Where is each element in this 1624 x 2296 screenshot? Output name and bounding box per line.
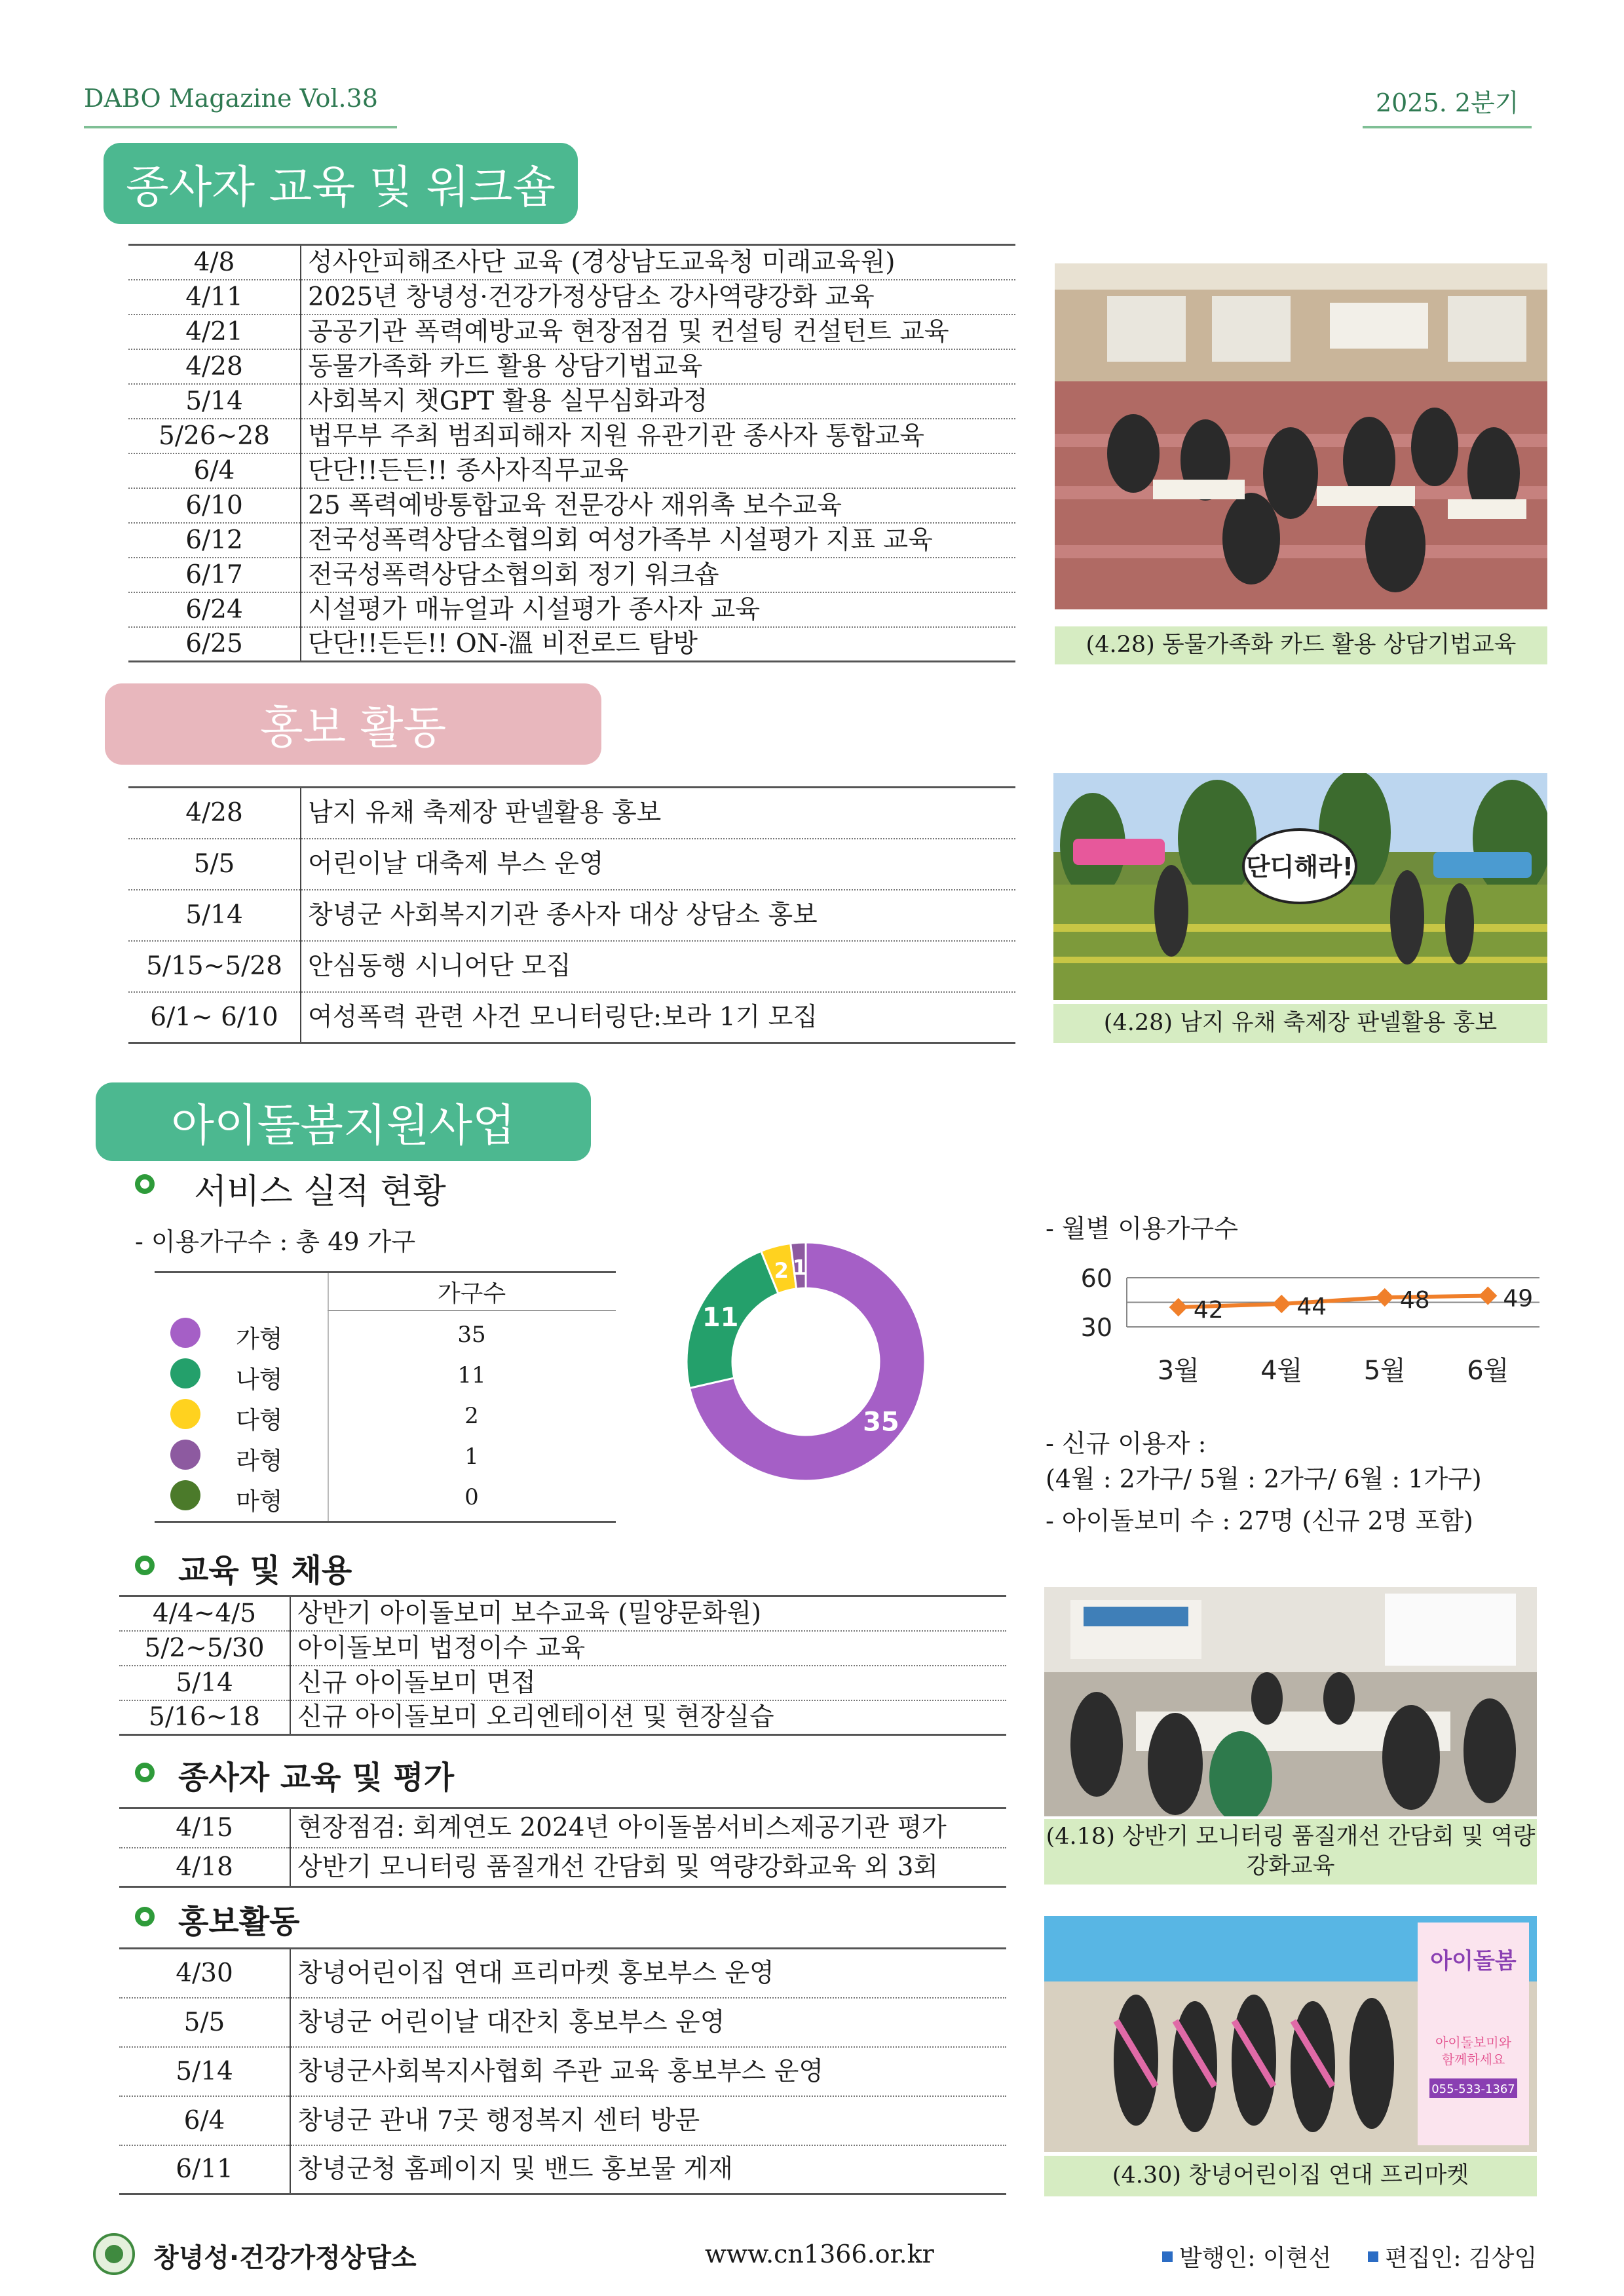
row-text: 창녕군 어린이날 대잔치 홍보부스 운영 [297,2007,725,2037]
new-users-detail: (4월 : 2가구/ 5월 : 2가구/ 6월 : 1가구) [1046,1464,1482,1493]
table-row [128,890,1015,941]
table-row [128,558,1015,592]
row-text: 전국성폭력상담소협의회 정기 워크숍 [308,560,719,590]
type-count: 35 [457,1322,486,1348]
x-tick-label: 3월 [1157,1356,1199,1386]
data-label: 44 [1296,1293,1327,1320]
table-row [128,592,1015,627]
row-text: 성사안피해조사단 교육 (경상남도교육청 미래교육원) [308,247,896,277]
table-row [128,788,1015,839]
edu-heading: 교육 및 채용 [178,1552,352,1589]
row-text: 남지 유채 축제장 판넬활용 홍보 [308,798,662,828]
type-row [155,1475,616,1516]
table-row [128,315,1015,349]
series-line [1179,1296,1488,1308]
row-date: 5/14 [119,1666,290,1700]
canola-festival-photo [1053,773,1547,1000]
donut-label: 2 [774,1257,789,1283]
type-row [155,1434,616,1475]
type-name: 마형 [236,1487,283,1516]
ring-bullet-icon [135,1907,155,1926]
type-name: 다형 [236,1406,283,1434]
row-text: 아이돌보미 법정이수 교육 [297,1633,586,1663]
row-date: 4/4~4/5 [119,1596,290,1631]
flea-market-caption: (4.30) 창녕어린이집 연대 프리마켓 [1044,2156,1537,2196]
table-header-count: 가구수 [328,1273,616,1311]
section-title-promotion: 홍보 활동 [105,683,601,765]
row-date: 4/18 [119,1848,290,1887]
row-date: 5/14 [128,890,301,941]
row-date: 6/11 [119,2145,290,2194]
ring-bullet-icon [135,1174,155,1194]
row-text: 창녕군사회복지사협회 주관 교육 홍보부스 운영 [297,2056,824,2086]
x-tick-label: 4월 [1260,1356,1303,1386]
row-text: 상반기 모니터링 품질개선 간담회 및 역량강화교육 외 3회 [297,1852,939,1882]
section-title-staff-training: 종사자 교육 및 워크숍 [104,143,578,224]
sign-text: 단디해라! [1245,852,1354,881]
row-date: 6/10 [128,488,301,523]
household-type-table [155,1271,616,1523]
row-text: 2025년 창녕성·건강가정상담소 강사역량강화 교육 [308,282,875,312]
edu-table [119,1595,1006,1736]
table-row [119,1949,1006,1998]
row-text: 상반기 아이돌보미 보수교육 (밀양문화원) [297,1598,762,1628]
donut-label: 11 [702,1303,739,1333]
legend-dot-icon [170,1358,200,1388]
staff-training-table [128,244,1015,662]
donut-label: 35 [863,1407,899,1438]
x-tick-label: 6월 [1467,1356,1509,1386]
row-text: 현장점검: 회계연도 2024년 아이돌봄서비스제공기관 평가 [297,1813,947,1843]
y-tick-label: 60 [1080,1264,1112,1293]
section-title-childcare: 아이돌봄지원사업 [96,1082,591,1161]
eval-heading: 종사자 교육 및 평가 [178,1759,455,1796]
row-text: 신규 아이돌보미 오리엔테이션 및 현장실습 [297,1702,774,1732]
table-row [119,1848,1006,1887]
data-label: 49 [1503,1285,1534,1312]
canola-photo-caption: (4.28) 남지 유채 축제장 판넬활용 홍보 [1053,1004,1547,1043]
editor-label: 편집인: 김상임 [1385,2245,1538,2272]
x-tick-label: 5월 [1363,1356,1406,1386]
quarter-label: 2025. 2분기 [1376,88,1519,117]
row-text: 안심동행 시니어단 모집 [308,951,571,981]
row-text: 창녕군 사회복지기관 종사자 대상 상담소 홍보 [308,900,818,930]
monitoring-meeting-photo [1044,1587,1537,1816]
type-row [155,1312,616,1353]
table-row [119,1596,1006,1631]
row-text: 동물가족화 카드 활용 상담기법교육 [308,351,703,381]
legend-dot-icon [170,1440,200,1470]
magazine-title: DABO Magazine Vol.38 [84,84,378,113]
row-date: 5/2~5/30 [119,1631,290,1666]
table-row [119,2096,1006,2145]
row-text: 사회복지 챗GPT 활용 실무심화과정 [308,386,708,416]
household-donut-chart [681,1237,930,1486]
row-date: 4/11 [128,280,301,315]
header-underline-left [84,126,397,128]
square-bullet-icon [1368,2251,1378,2262]
type-count: 2 [464,1403,479,1429]
table-row [128,280,1015,315]
data-label: 42 [1193,1297,1224,1324]
website-link[interactable]: www.cn1366.or.kr [705,2240,934,2268]
row-text: 여성폭력 관련 사건 모니터링단:보라 1기 모집 [308,1002,818,1032]
eval-table [119,1807,1006,1888]
row-date: 6/1~ 6/10 [128,992,301,1043]
ring-bullet-icon [135,1763,155,1782]
row-text: 법무부 주최 범죄피해자 지원 유관기관 종사자 통합교육 [308,421,924,451]
row-text: 전국성폭력상담소협의회 여성가족부 시설평가 지표 교육 [308,525,933,555]
row-text: 25 폭력예방통합교육 전문강사 재위촉 보수교육 [308,490,842,520]
banner-title: 아이돌봄 [1430,1948,1517,1974]
row-date: 6/12 [128,523,301,558]
childcare-promo-heading: 홍보활동 [178,1904,300,1940]
table-row [128,384,1015,419]
monthly-heading: - 월별 이용가구수 [1046,1214,1238,1243]
data-point [1272,1295,1291,1313]
table-row [119,1700,1006,1735]
households-total: - 이용가구수 : 총 49 가구 [135,1227,416,1256]
row-text: 공공기관 폭력예방교육 현장점검 및 컨설팅 컨설턴트 교육 [308,316,949,347]
row-date: 6/24 [128,592,301,627]
ring-bullet-icon [135,1556,155,1575]
row-date: 5/5 [119,1998,290,2047]
banner-line2: 함께하세요 [1441,2052,1505,2067]
training-photo-caption: (4.28) 동물가족화 카드 활용 상담기법교육 [1055,626,1547,664]
table-row [128,419,1015,453]
type-count: 11 [457,1362,486,1388]
type-count: 1 [464,1444,479,1470]
legend-dot-icon [170,1480,200,1510]
table-row [128,488,1015,523]
table-row [128,941,1015,992]
row-date: 4/30 [119,1949,290,1998]
table-row [119,1998,1006,2047]
publisher-label: 발행인: 이현선 [1179,2245,1332,2272]
header-underline-right [1363,126,1532,128]
row-date: 6/4 [119,2096,290,2145]
row-text: 어린이날 대축제 부스 운영 [308,849,604,879]
caregivers-count: - 아이돌보미 수 : 27명 (신규 2명 포함) [1046,1506,1473,1535]
y-tick-label: 30 [1080,1313,1112,1342]
table-row [128,627,1015,662]
promotion-table [128,786,1015,1044]
row-text: 시설평가 매뉴얼과 시설평가 종사자 교육 [308,594,761,624]
table-row [119,2047,1006,2096]
table-row [128,349,1015,384]
legend-dot-icon [170,1399,200,1429]
table-row [119,2145,1006,2194]
table-row [128,839,1015,890]
new-users-label: - 신규 이용자 : [1046,1429,1207,1458]
monitoring-photo-caption: (4.18) 상반기 모니터링 품질개선 간담회 및 역량강화교육 [1044,1819,1537,1885]
row-date: 6/4 [128,453,301,488]
row-text: 단단!!든든!! ON-溫 비전로드 탐방 [308,629,698,659]
data-point [1169,1298,1188,1316]
donut-label: 1 [792,1255,807,1280]
data-label: 48 [1399,1287,1430,1314]
table-row [128,245,1015,280]
row-date: 5/16~18 [119,1700,290,1735]
type-name: 나형 [236,1366,283,1394]
row-text: 창녕어린이집 연대 프리마켓 홍보부스 운영 [297,1958,774,1988]
row-date: 5/14 [119,2047,290,2096]
table-row [128,453,1015,488]
data-point [1376,1288,1394,1307]
square-bullet-icon [1162,2251,1173,2262]
type-row [155,1353,616,1394]
table-row [119,1631,1006,1666]
type-count: 0 [464,1484,479,1510]
service-heading: 서비스 실적 현황 [194,1172,446,1212]
type-row [155,1394,616,1434]
type-name: 라형 [236,1447,283,1475]
row-text: 창녕군청 홈페이지 및 밴드 홍보물 게재 [297,2154,733,2185]
training-photo [1055,263,1547,609]
row-date: 5/26~28 [128,419,301,453]
row-text: 신규 아이돌보미 면접 [297,1668,536,1698]
row-date: 5/5 [128,839,301,890]
banner-phone: 055-533-1367 [1431,2082,1515,2096]
org-logo-icon [93,2233,135,2275]
editor [1368,2240,1537,2273]
row-date: 6/25 [128,627,301,662]
banner-line1: 아이돌보미와 [1435,2035,1511,2050]
row-date: 4/21 [128,315,301,349]
org-name: 창녕성·건강가정상담소 [153,2243,417,2273]
table-row [119,1666,1006,1700]
row-text: 창녕군 관내 7곳 행정복지 센터 방문 [297,2105,700,2135]
row-date: 4/28 [128,788,301,839]
publisher [1162,2240,1331,2273]
table-row [128,523,1015,558]
row-date: 4/8 [128,245,301,280]
row-date: 5/14 [128,384,301,419]
row-date: 4/28 [128,349,301,384]
monthly-line-chart [1042,1258,1553,1409]
table-row [119,1808,1006,1848]
row-date: 6/17 [128,558,301,592]
table-row [128,992,1015,1043]
type-name: 가형 [236,1325,283,1353]
flea-market-photo [1044,1916,1537,2152]
childcare-promo-table [119,1947,1006,2195]
row-text: 단단!!든든!! 종사자직무교육 [308,455,629,486]
row-date: 4/15 [119,1808,290,1848]
row-date: 5/15~5/28 [128,941,301,992]
legend-dot-icon [170,1318,200,1348]
